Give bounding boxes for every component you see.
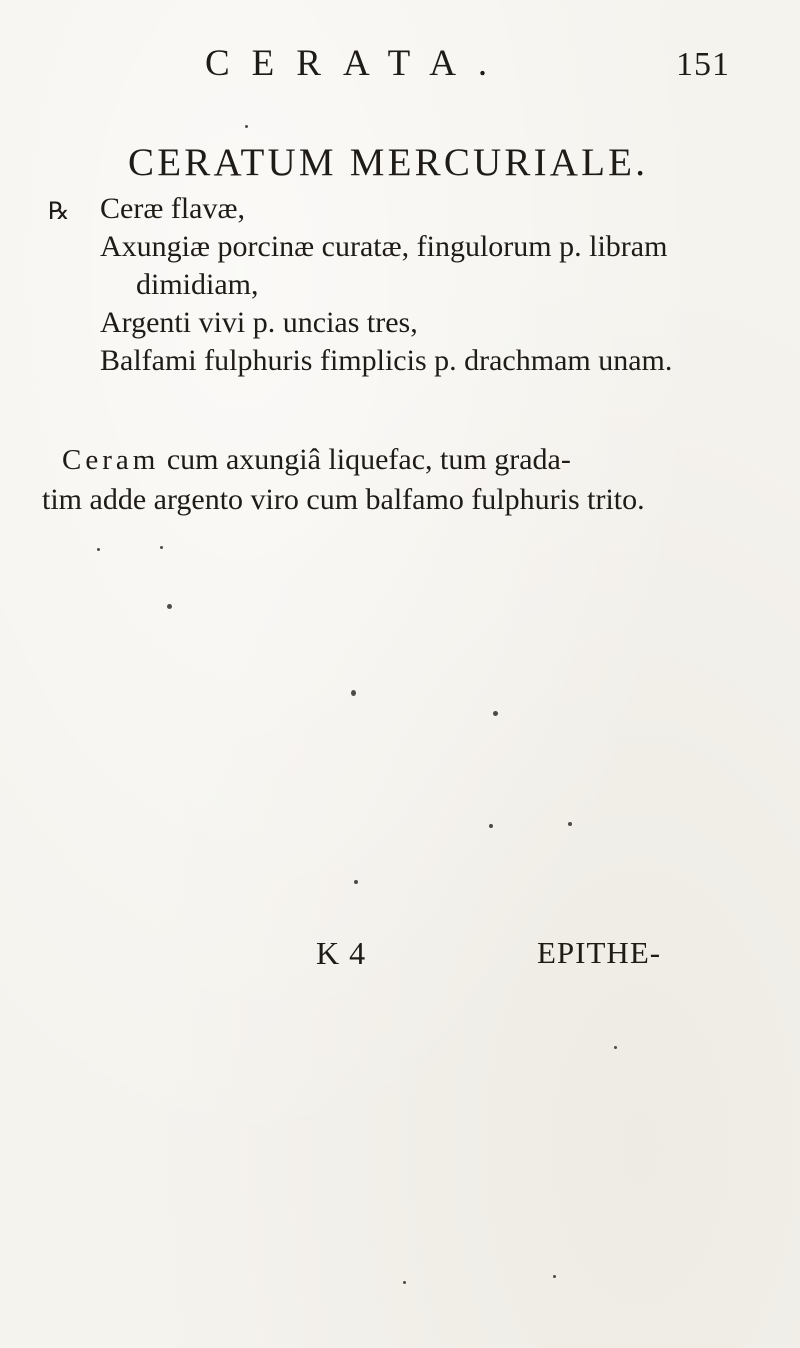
- ink-speck: [568, 822, 572, 826]
- ink-speck: [614, 1046, 617, 1049]
- ingredient-line-2: Axungiæ porcinæ curatæ, fingulorum p. libram: [100, 230, 668, 263]
- preparation-instructions: [42, 440, 762, 519]
- instruction-lead-word: Ceram: [62, 444, 160, 476]
- ink-speck: [351, 690, 356, 696]
- ink-speck: [489, 824, 493, 828]
- ink-speck: [97, 548, 100, 551]
- catchword: EPITHE-: [537, 935, 662, 970]
- ink-speck: [160, 546, 163, 549]
- ink-speck: [245, 125, 248, 128]
- instruction-line-1: [42, 440, 762, 480]
- signature-mark: K 4: [316, 935, 367, 971]
- section-title: CERATUM MERCURIALE.: [128, 141, 649, 184]
- ingredient-line-5: Balfami fulphuris fimplicis p. drachmam unam.: [100, 344, 673, 377]
- ink-speck: [167, 604, 172, 609]
- ink-speck: [493, 711, 498, 716]
- ingredient-line-1: Ceræ flavæ,: [100, 192, 245, 225]
- ink-speck: [553, 1275, 556, 1278]
- running-head: [0, 42, 800, 102]
- ingredient-line-4: Argenti vivi p. uncias tres,: [100, 306, 418, 339]
- instruction-line-1-rest: cum axungiâ liquefac, tum grada-: [166, 443, 571, 476]
- ink-speck: [354, 880, 358, 884]
- ingredient-line-3: dimidiam,: [136, 268, 259, 301]
- ink-speck: [403, 1281, 406, 1284]
- page-number: 151: [676, 46, 730, 83]
- running-title: CERATA.: [205, 43, 510, 84]
- recipe-ingredients: [48, 190, 748, 380]
- recipe-symbol: ℞: [48, 199, 69, 225]
- instruction-line-2: tim adde argento viro cum balfamo fulphuris trito.: [42, 483, 645, 516]
